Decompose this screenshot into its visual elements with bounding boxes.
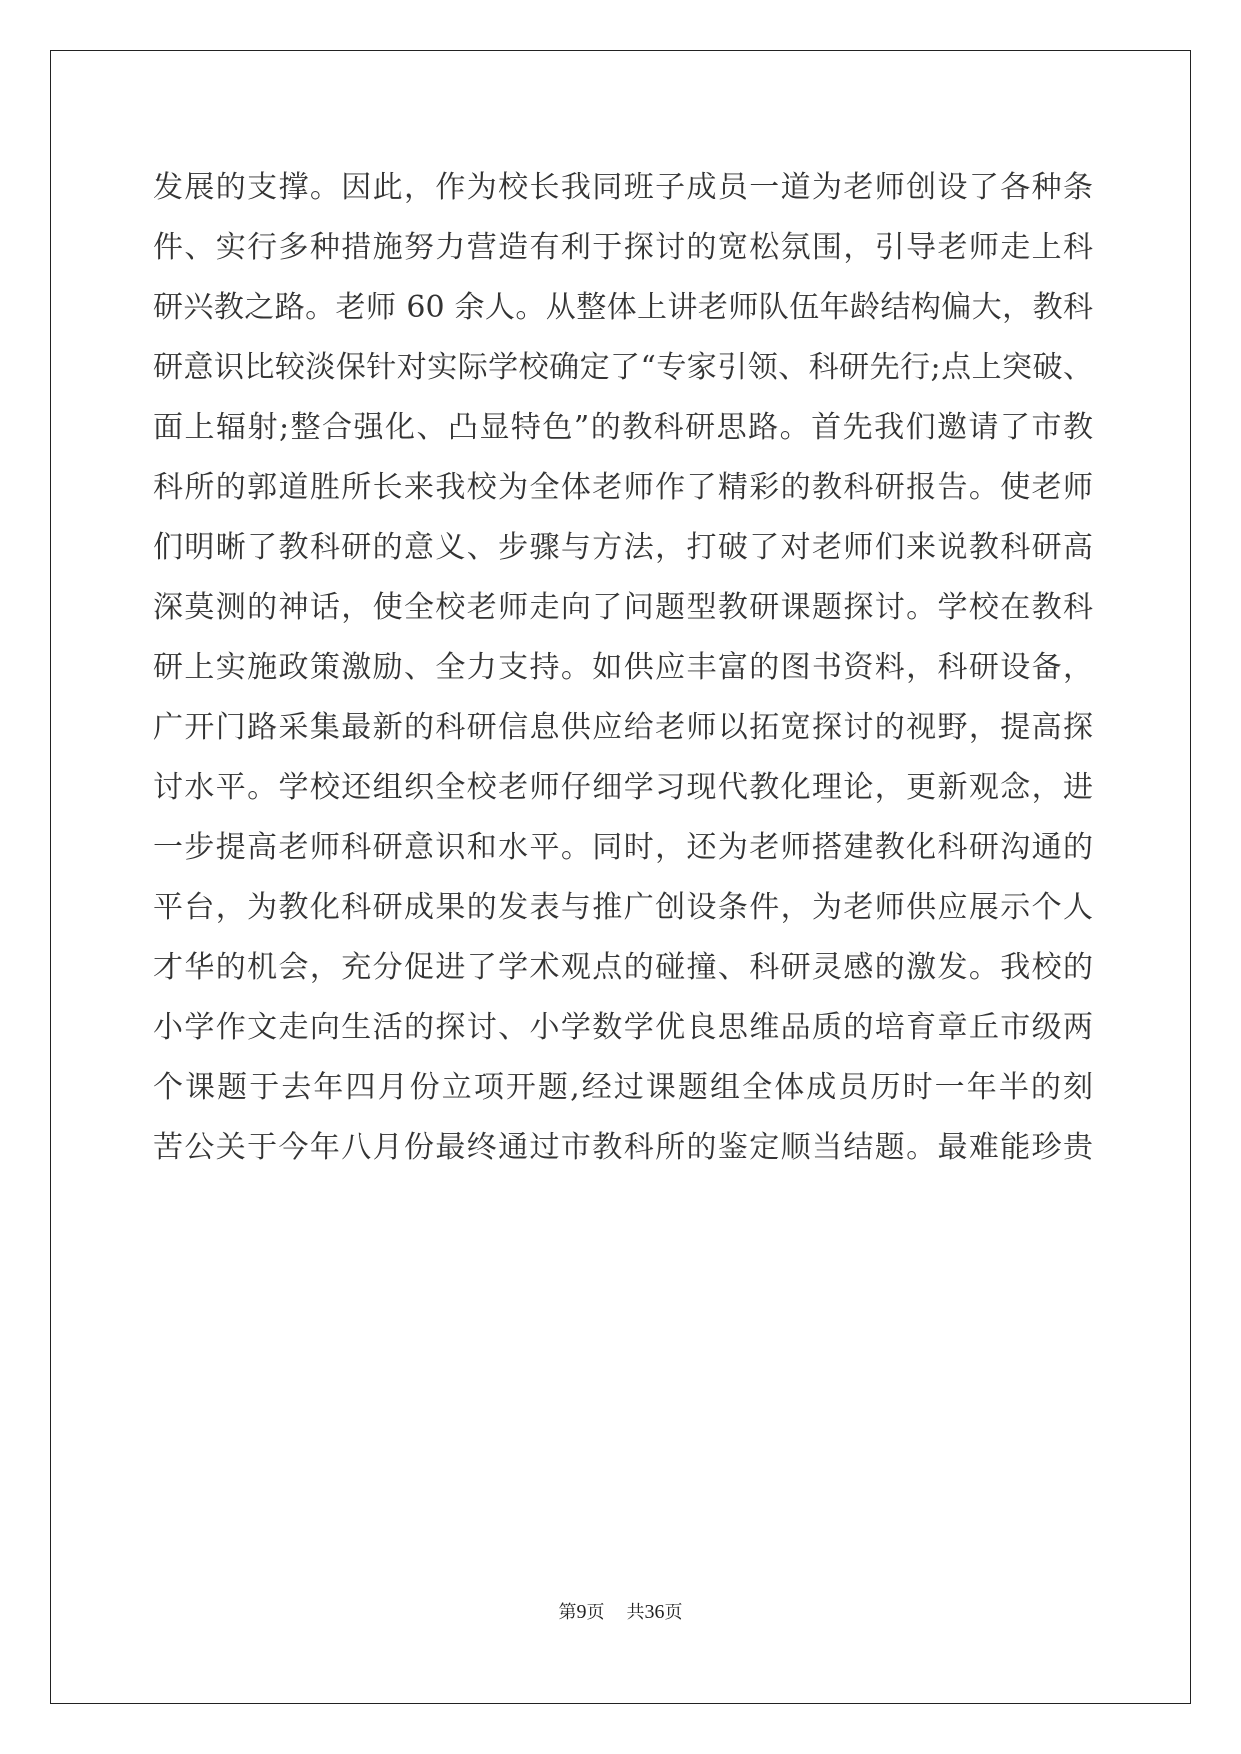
text-line: 小学作文走向生活的探讨、小学数学优良思维品质的培育章丘市级两	[153, 1010, 1093, 1045]
text-line: 才华的机会，充分促进了学术观点的碰撞、科研灵感的激发。我校的	[153, 950, 1093, 985]
text-line: 研上实施政策激励、全力支持。如供应丰富的图书资料，科研设备，	[153, 650, 1093, 685]
text-line: 研意识比较淡保针对实际学校确定了“专家引领、科研先行;点上突破、	[153, 350, 1093, 385]
page-suffix: 页	[586, 1602, 605, 1623]
text-line: 们明晰了教科研的意义、步骤与方法，打破了对老师们来说教科研高	[153, 530, 1093, 565]
text-line: 科所的郭道胜所长来我校为全体老师作了精彩的教科研报告。使老师	[153, 470, 1093, 505]
total-prefix: 共	[626, 1602, 645, 1623]
document-body	[153, 158, 1093, 1178]
page-number: 9	[576, 1601, 587, 1623]
text-line: 平台，为教化科研成果的发表与推广创设条件，为老师供应展示个人	[153, 890, 1093, 925]
text-line: 个课题于去年四月份立项开题,经过课题组全体成员历时一年半的刻	[153, 1070, 1093, 1105]
text-line: 讨水平。学校还组织全校老师仔细学习现代教化理论，更新观念，进	[153, 770, 1093, 805]
text-line: 一步提高老师科研意识和水平。同时，还为老师搭建教化科研沟通的	[153, 830, 1093, 865]
text-line: 件、实行多种措施努力营造有利于探讨的宽松氛围，引导老师走上科	[153, 230, 1093, 265]
text-line: 苦公关于今年八月份最终通过市教科所的鉴定顺当结题。最难能珍贵	[153, 1130, 1093, 1165]
text-line: 广开门路采集最新的科研信息供应给老师以拓宽探讨的视野，提高探	[153, 710, 1093, 745]
page-footer	[0, 1600, 1241, 1625]
text-line: 深莫测的神话，使全校老师走向了问题型教研课题探讨。学校在教科	[153, 590, 1093, 625]
page-prefix: 第	[558, 1602, 577, 1623]
total-pages: 36	[644, 1601, 665, 1623]
total-suffix: 页	[664, 1602, 683, 1623]
text-line: 发展的支撑。因此，作为校长我同班子成员一道为老师创设了各种条	[153, 170, 1093, 205]
text-line: 研兴教之路。老师 60 余人。从整体上讲老师队伍年龄结构偏大，教科	[153, 290, 1093, 325]
text-line: 面上辐射;整合强化、凸显特色”的教科研思路。首先我们邀请了市教	[153, 410, 1093, 445]
